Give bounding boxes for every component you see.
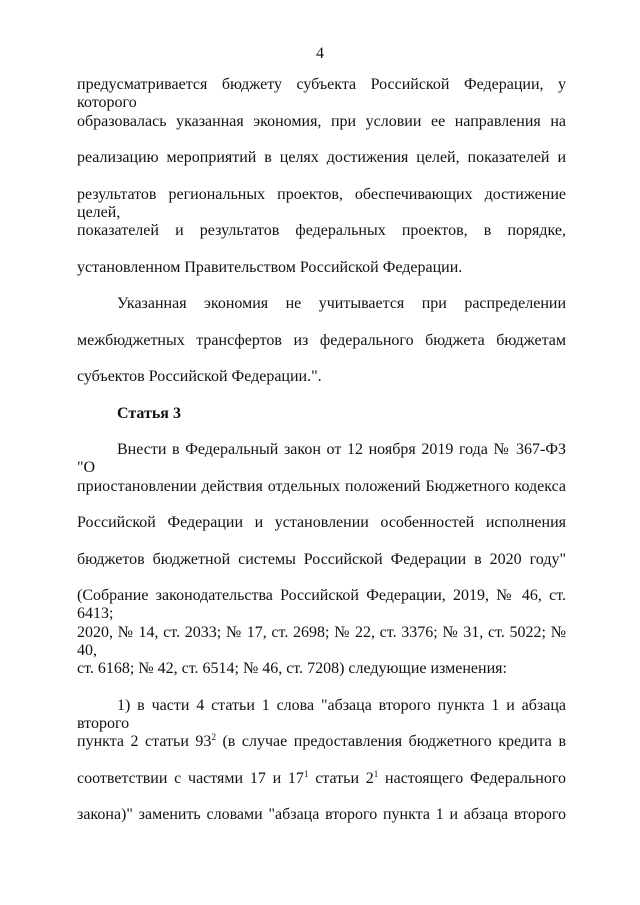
document-body <box>77 76 566 843</box>
text-line: Указанная экономия не учитывается при распределении <box>117 295 566 312</box>
article-heading: Статья 3 <box>117 404 181 422</box>
text-line: показателей и результатов федеральных проектов, в порядке, <box>77 222 566 239</box>
text-line: предусматривается бюджету субъекта Российской Федерации, у которого <box>77 76 566 111</box>
text-line: ст. 6168; № 42, ст. 6514; № 46, ст. 7208) следующие изменения: <box>77 660 507 677</box>
text-line: результатов региональных проектов, обеспечивающих достижение целей, <box>77 185 566 221</box>
text-segment: (в случае предоставления бюджетного кредита в <box>215 733 566 750</box>
text-line <box>77 733 566 770</box>
text-line: межбюджетных трансфертов из федерального бюджета бюджетам <box>77 331 566 349</box>
superscript: 1 <box>303 769 309 779</box>
text-line: Внести в Федеральный закон от 12 ноября 2019 года № 367-ФЗ "О <box>77 441 566 476</box>
text-line: реализацию мероприятий в целях достижения целей, показателей и <box>77 149 566 166</box>
text-segment: соответствии с частями 17 и 17 <box>77 769 304 787</box>
text-line: закона)" заменить словами "абзаца второго пункта 1 и абзаца второго <box>77 806 566 823</box>
superscript: 1 <box>373 769 379 779</box>
text-line: образовалась указанная экономия, при условии ее направления на <box>77 112 566 130</box>
text-segment: пункта 2 статьи 93 <box>77 733 212 750</box>
text-segment: статьи 2 <box>308 769 374 787</box>
text-line: приостановлении действия отдельных положений Бюджетного кодекса <box>77 477 566 495</box>
text-line: бюджетов бюджетной системы Российской Федерации в 2020 году" <box>77 550 566 568</box>
page-number: 4 <box>316 45 324 62</box>
superscript: 2 <box>211 733 216 742</box>
text-line: (Собрание законодательства Российской Федерации, 2019, № 46, ст. 6413; <box>77 587 566 622</box>
text-line <box>77 770 566 807</box>
text-line: 2020, № 14, ст. 2033; № 17, ст. 2698; № 22, ст. 3376; № 31, ст. 5022; № 40, <box>77 623 566 659</box>
text-line: 1) в части 4 статьи 1 слова "абзаца второго пункта 1 и абзаца второго <box>77 696 566 732</box>
text-line: субъектов Российской Федерации.". <box>77 368 322 385</box>
text-line: установленном Правительством Российской Федерации. <box>77 258 463 276</box>
text-line: Российской Федерации и установлении особенностей исполнения <box>77 514 566 531</box>
text-segment: настоящего Федерального <box>378 769 566 787</box>
